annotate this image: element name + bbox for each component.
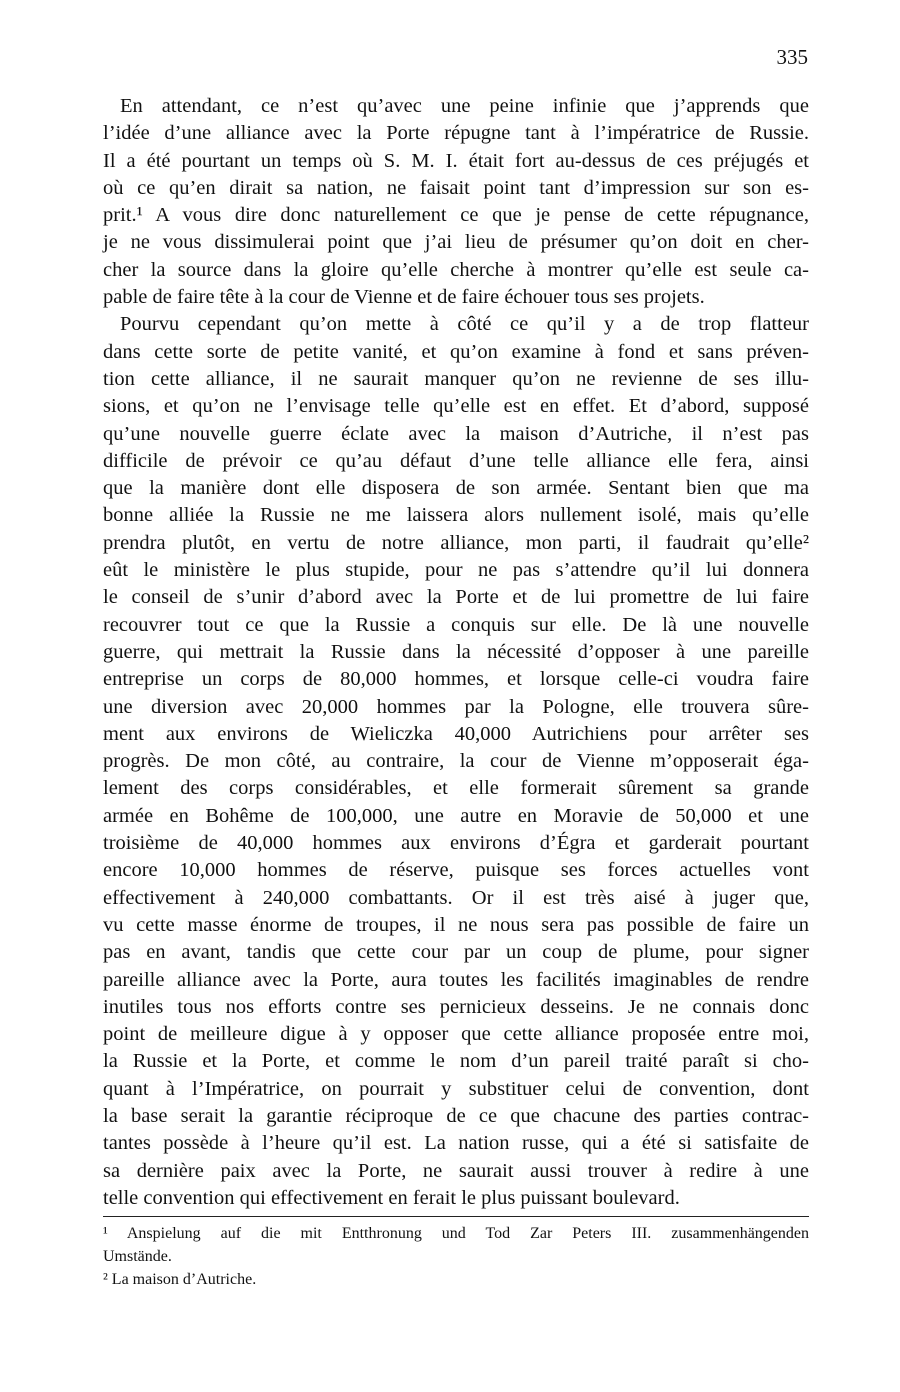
text-line: prit.¹ A vous dire donc naturellement ce que je pense de cette répugnance, bbox=[103, 204, 809, 227]
text-line: telle convention qui effectivement en ferait le plus puissant boulevard. bbox=[103, 1186, 680, 1209]
page-number: 335 bbox=[776, 45, 808, 69]
text-line: cher la source dans la gloire qu’elle cherche à montrer qu’elle est seule ca- bbox=[103, 258, 809, 281]
text-line: bonne alliée la Russie ne me laissera alors nullement isolé, mais qu’elle bbox=[103, 504, 809, 527]
footnote-divider bbox=[103, 1216, 809, 1217]
text-line: effectivement à 240,000 combattants. Or il est très aisé à juger que, bbox=[103, 886, 809, 909]
paragraph-1 bbox=[103, 93, 809, 311]
text-line: Pourvu cependant qu’on mette à côté ce qu’il y a de trop flatteur bbox=[120, 313, 809, 336]
text-line: pas en avant, tandis que cette cour par un coup de plume, pour signer bbox=[103, 941, 809, 964]
text-line: qu’une nouvelle guerre éclate avec la maison d’Autriche, il n’est pas bbox=[103, 422, 809, 445]
text-line: dans cette sorte de petite vanité, et qu’on examine à fond et sans préven- bbox=[103, 340, 809, 363]
text-line: guerre, qui mettrait la Russie dans la nécessité d’opposer à une pareille bbox=[103, 640, 809, 663]
text-line: inutiles tous nos efforts contre ses pernicieux desseins. Je ne connais donc bbox=[103, 995, 809, 1018]
text-line: recouvrer tout ce que la Russie a conquis sur elle. De là une nouvelle bbox=[103, 613, 809, 636]
text-line: vu cette masse énorme de troupes, il ne nous sera pas possible de faire un bbox=[103, 913, 809, 936]
text-line: que la manière dont elle disposera de son armée. Sentant bien que ma bbox=[103, 477, 809, 500]
footnote-line: ¹ Anspielung auf die mit Entthronung und Tod Zar Peters III. zusammenhängenden bbox=[103, 1225, 809, 1242]
text-line: point de meilleure digue à y opposer que cette alliance proposée entre moi, bbox=[103, 1023, 809, 1046]
text-line: la Russie et la Porte, et comme le nom d’un pareil traité paraît si cho- bbox=[103, 1050, 809, 1073]
text-line: je ne vous dissimulerai point que j’ai lieu de présumer qu’on doit en cher- bbox=[103, 231, 809, 254]
text-line: sa dernière paix avec la Porte, ne saurait aussi trouver à redire à une bbox=[103, 1159, 809, 1182]
text-line: ment aux environs de Wieliczka 40,000 Autrichiens pour arrêter ses bbox=[103, 722, 809, 745]
text-line: En attendant, ce n’est qu’avec une peine infinie que j’apprends que bbox=[120, 95, 809, 117]
text-line: lement des corps considérables, et elle formerait sûrement sa grande bbox=[103, 777, 809, 800]
footnote-2 bbox=[103, 1268, 809, 1291]
text-line: pable de faire tête à la cour de Vienne et de faire échouer tous ses projets. bbox=[103, 286, 705, 309]
footnotes bbox=[103, 1222, 809, 1291]
text-line: quant à l’Impératrice, on pourrait y substituer celui de convention, dont bbox=[103, 1077, 809, 1100]
text-line: entreprise un corps de 80,000 hommes, et lorsque celle-ci voudra faire bbox=[103, 668, 809, 691]
text-line: Il a été pourtant un temps où S. M. I. était fort au-dessus de ces préjugés et bbox=[103, 149, 809, 172]
footnote-line: ² La maison d’Autriche. bbox=[103, 1271, 257, 1288]
footnote-1 bbox=[103, 1222, 809, 1268]
text-line: pareille alliance avec la Porte, aura toutes les facilités imaginables de rendre bbox=[103, 968, 809, 991]
text-line: eût le ministère le plus stupide, pour ne pas s’attendre qu’il lui donnera bbox=[103, 559, 809, 582]
text-line: le conseil de s’unir d’abord avec la Porte et de lui promettre de lui faire bbox=[103, 586, 809, 609]
text-line: sions, et qu’on ne l’envisage telle qu’elle est en effet. Et d’abord, supposé bbox=[103, 395, 809, 418]
text-line: progrès. De mon côté, au contraire, la cour de Vienne m’opposerait éga- bbox=[103, 750, 809, 773]
text-line: encore 10,000 hommes de réserve, puisque ses forces actuelles vont bbox=[103, 859, 809, 882]
text-line: l’idée d’une alliance avec la Porte répugne tant à l’impératrice de Russie. bbox=[103, 122, 809, 145]
text-line: une diversion avec 20,000 hommes par la Pologne, elle trouvera sûre- bbox=[103, 695, 809, 718]
text-line: difficile de prévoir ce qu’au défaut d’une telle alliance elle fera, ainsi bbox=[103, 449, 809, 472]
text-line: armée en Bohême de 100,000, une autre en Moravie de 50,000 et une bbox=[103, 804, 809, 827]
text-line: tion cette alliance, il ne saurait manquer qu’on ne revienne de ses illu- bbox=[103, 367, 809, 390]
text-line: où ce qu’en dirait sa nation, ne faisait point tant d’impression sur son es- bbox=[103, 176, 809, 199]
text-line: prendra plutôt, en vertu de notre alliance, mon parti, il faudrait qu’elle² bbox=[103, 531, 809, 554]
text-line: troisième de 40,000 hommes aux environs d’Égra et garderait pourtant bbox=[103, 832, 809, 855]
text-line: tantes possède à l’heure qu’il est. La nation russe, qui a été si satisfaite de bbox=[103, 1132, 809, 1155]
paragraph-2 bbox=[103, 311, 809, 1212]
body-text bbox=[103, 93, 809, 1212]
text-line: la base serait la garantie réciproque de ce que chacune des parties contrac- bbox=[103, 1104, 809, 1127]
footnote-line: Umstände. bbox=[103, 1248, 172, 1265]
